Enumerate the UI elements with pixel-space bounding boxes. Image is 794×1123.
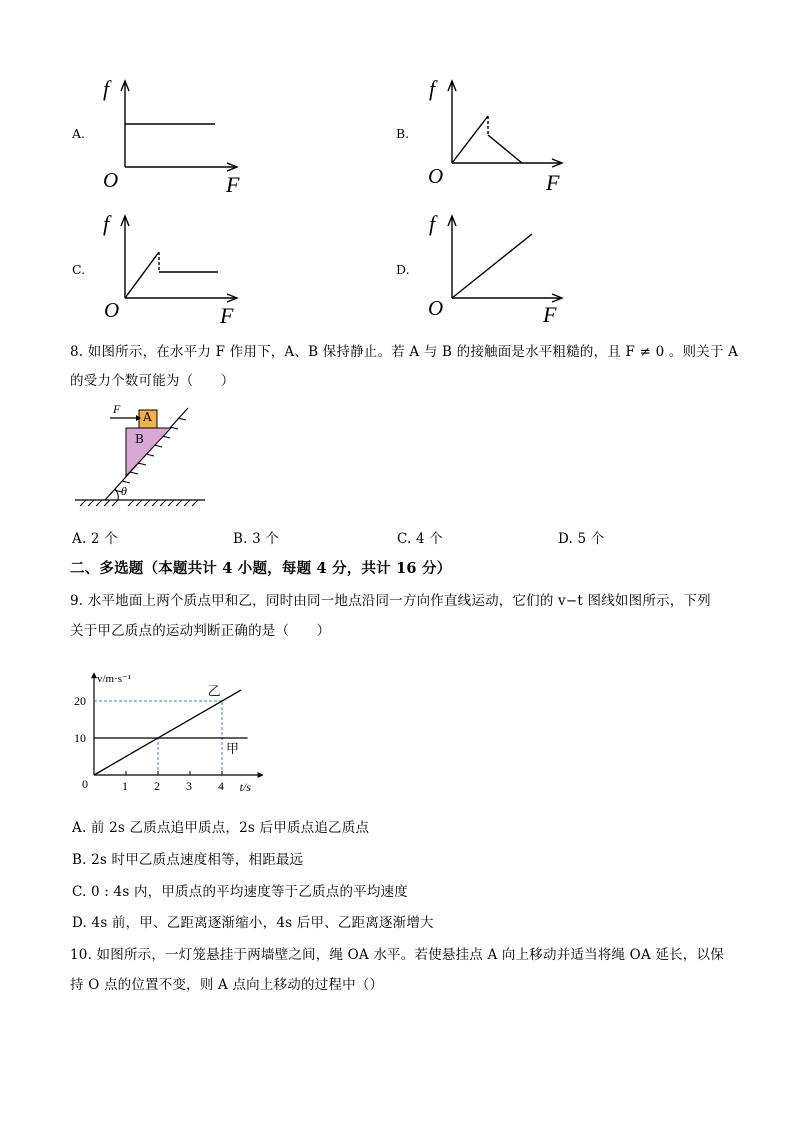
curve-rise-drop [452,116,488,163]
q8-option-b: B. 3 个 [233,531,280,547]
option-c-label: C. [72,262,86,277]
block-a-label: A [143,410,152,424]
y-axis-label: v/m·s⁻¹ [97,673,132,686]
q8-option-c: C. 4 个 [397,531,444,547]
axis-f-c: f [103,211,110,236]
block-b-label: B [135,432,144,446]
angle-theta-label: θ [121,484,127,498]
q9-option-c: C. 0 : 4s 内，甲质点的平均速度等于乙质点的平均速度 [72,884,408,900]
x-tick-label-4: 4 [218,779,224,793]
q10-line2: 持 O 点的位置不变，则 A 点向上移动的过程中（） [70,977,384,993]
axis-F-a: F [226,172,240,197]
q9-option-d: D. 4s 前，甲、乙距离逐渐缩小，4s 后甲、乙距离逐渐增大 [72,915,434,931]
option-d-label: D. [396,262,410,277]
force-F-label: F [113,402,121,416]
q9-option-a: A. 前 2s 乙质点追甲质点，2s 后甲质点追乙质点 [72,820,370,836]
q9-option-b: B. 2s 时甲乙质点速度相等，相距最远 [72,852,304,868]
q8-figure [70,400,210,512]
curve-linear [452,234,532,298]
x-axis-arrow [258,772,264,778]
axis-F-c: F [220,303,234,328]
x-tick-label-2: 2 [154,779,160,793]
curve-rise [125,252,159,298]
x-tick-label-3: 3 [186,779,192,793]
axis-F-d: F [543,302,557,327]
series-label-yi: 乙 [207,684,221,700]
q8-line2: 的受力个数可能为（ ） [70,373,235,389]
q8-option-a: A. 2 个 [72,531,118,547]
q8-line1: 8. 如图所示，在水平力 F 作用下，A、B 保持静止。若 A 与 B 的接触面是水平粗糙的，且 F ≠ 0 。则关于 A [70,344,739,360]
option-b-label: B. [396,126,410,141]
vt-chart [70,648,270,798]
block-b [126,428,171,476]
q8-option-d: D. 5 个 [558,531,605,547]
origin-a: O [103,168,119,192]
series-line-yi [94,690,241,775]
option-a-label: A. [72,126,86,141]
y-tick-label-10: 10 [74,731,86,745]
curve-decline [488,135,522,163]
series-label-jia: 甲 [226,742,240,757]
origin-label: 0 [82,777,88,791]
axis-f-d: f [429,211,436,236]
q9-line1: 9. 水平地面上两个质点甲和乙，同时由同一地点沿同一方向作直线运动，它们的 v−t 图线如图所示，下列 [70,593,711,609]
axis-F-b: F [546,170,560,195]
x-axis-label: t/s [239,780,251,794]
section-title: 二、多选题（本题共计 4 小题，每题 4 分，共计 16 分） [70,560,452,577]
origin-c: O [104,298,120,322]
axis-f-b: f [429,76,436,101]
y-tick-label-20: 20 [74,694,86,708]
q9-line2: 关于甲乙质点的运动判断正确的是（ ） [70,623,331,639]
graph-d [422,210,582,335]
axis-f-a: f [103,76,110,101]
origin-d: O [428,296,444,320]
origin-b: O [428,164,444,188]
q10-line1: 10. 如图所示，一灯笼悬挂于两墙壁之间，绳 OA 水平。若使悬挂点 A 向上移动并适当将绳 OA 延长，以保 [70,947,724,963]
x-tick-label-1: 1 [122,779,128,793]
